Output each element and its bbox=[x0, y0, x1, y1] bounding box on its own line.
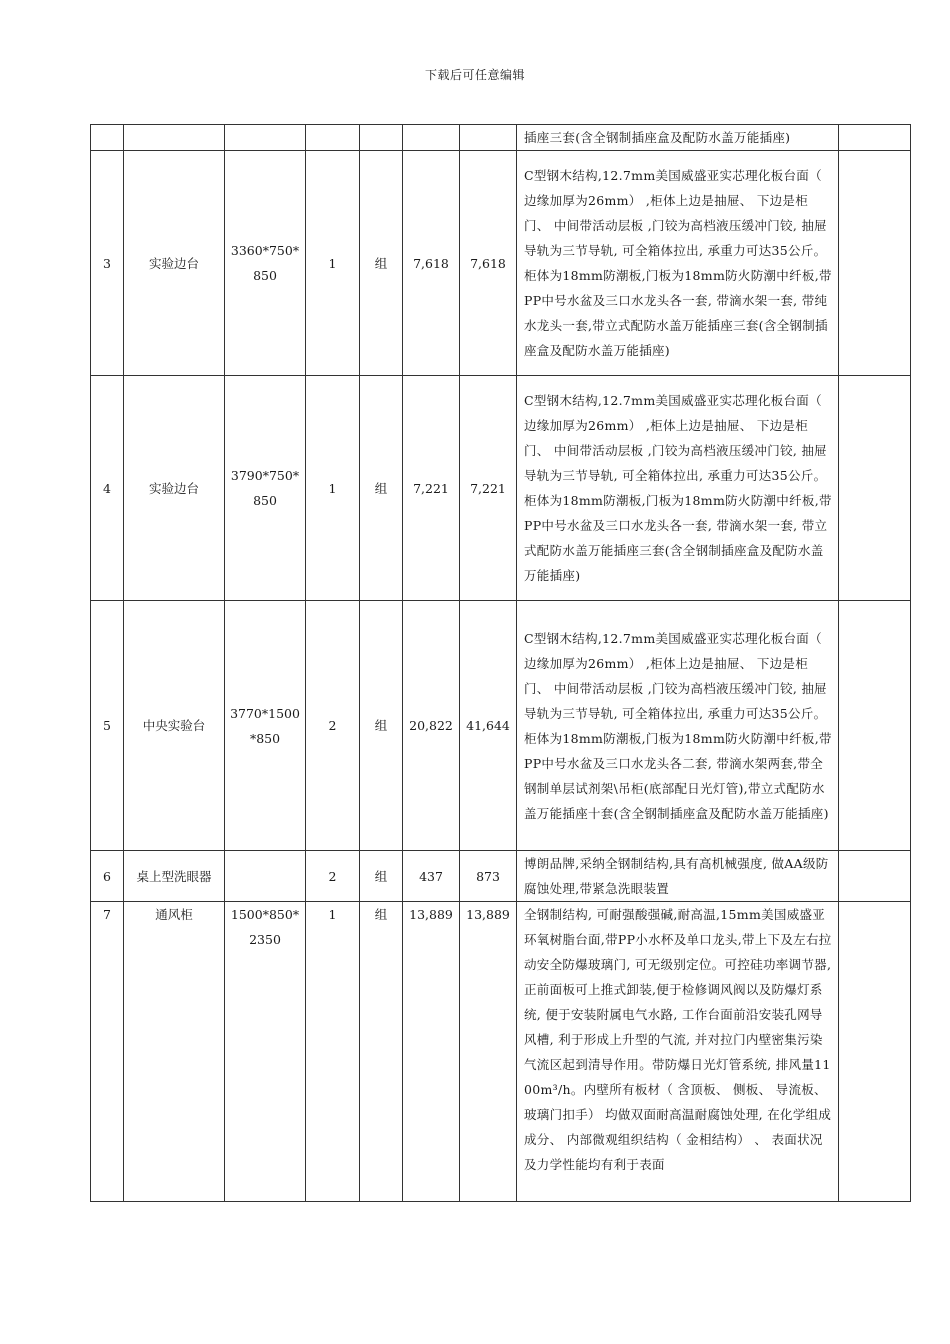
remark-cell bbox=[839, 151, 911, 376]
table-row bbox=[91, 125, 911, 151]
qty-cell: 2 bbox=[306, 601, 360, 851]
price-cell: 13,889 bbox=[403, 902, 460, 1202]
table-row bbox=[91, 902, 911, 1202]
desc-cell: 插座三套(含全钢制插座盒及配防水盖万能插座) bbox=[517, 125, 839, 151]
total-cell: 41,644 bbox=[460, 601, 517, 851]
desc-cell: C型钢木结构,12.7mm美国威盛亚实芯理化板台面（ 边缘加厚为26mm） ,柜体上边是抽屉、 下边是柜门、 中间带活动层板 ,门铰为高档液压缓冲门铰, 抽屉导轨为三节导轨, 可全箱体拉出, 承重力可达35公斤。柜体为18mm防潮板,门板为18mm防火防潮中纤板,带PP中号水盆及三口水龙头各一套, 带滴水架一套, 带纯水龙头一套,带立式配防水盖万能插座三套(含全钢制插座盒及配防水盖万能插座) bbox=[517, 151, 839, 376]
name-cell: 通风柜 bbox=[124, 902, 225, 1202]
remark-cell bbox=[839, 601, 911, 851]
spec-cell bbox=[225, 851, 306, 902]
unit-cell: 组 bbox=[360, 151, 403, 376]
desc-cell: C型钢木结构,12.7mm美国威盛亚实芯理化板台面（ 边缘加厚为26mm） ,柜体上边是抽屉、 下边是柜门、 中间带活动层板 ,门铰为高档液压缓冲门铰, 抽屉导轨为三节导轨, 可全箱体拉出, 承重力可达35公斤。柜体为18mm防潮板,门板为18mm防火防潮中纤板,带PP中号水盆及三口水龙头各二套, 带滴水架两套,带全钢制单层试剂架\吊柜(底部配日光灯管),带立式配防水盖万能插座十套(含全钢制插座盒及配防水盖万能插座) bbox=[517, 601, 839, 851]
qty-cell: 1 bbox=[306, 376, 360, 601]
no-cell: 5 bbox=[91, 601, 124, 851]
table-row bbox=[91, 601, 911, 851]
no-cell: 3 bbox=[91, 151, 124, 376]
unit-cell: 组 bbox=[360, 376, 403, 601]
total-cell: 873 bbox=[460, 851, 517, 902]
price-cell: 7,618 bbox=[403, 151, 460, 376]
unit-cell: 组 bbox=[360, 902, 403, 1202]
desc-cell: 全钢制结构, 可耐强酸强碱,耐高温,15mm美国威盛亚环氧树脂台面,带PP小水杯及单口龙头,带上下及左右拉动安全防爆玻璃门, 可无级别定位。可控硅功率调节器,正前面板可上推式卸装,便于检修调风阀以及防爆灯系统, 便于安装附属电气水路, 工作台面前沿安装孔网导风槽, 利于形成上升型的气流, 并对拉门内壁密集污染气流区起到清导作用。带防爆日光灯管系统, 排风量1100m³/h。内壁所有板材（ 含顶板、 侧板、 导流板、 玻璃门扣手） 均做双面耐高温耐腐蚀处理, 在化学组成成分、 内部微观组织结构（ 金相结构） 、 表面状况及力学性能均有利于表面 bbox=[517, 902, 839, 1202]
name-cell: 中央实验台 bbox=[124, 601, 225, 851]
no-cell: 7 bbox=[91, 902, 124, 1202]
table-row bbox=[91, 376, 911, 601]
no-cell: 6 bbox=[91, 851, 124, 902]
total-cell bbox=[460, 125, 517, 151]
name-cell: 桌上型洗眼器 bbox=[124, 851, 225, 902]
no-cell bbox=[91, 125, 124, 151]
table-row bbox=[91, 151, 911, 376]
equipment-table bbox=[90, 124, 911, 1202]
unit-cell bbox=[360, 125, 403, 151]
no-cell: 4 bbox=[91, 376, 124, 601]
qty-cell: 2 bbox=[306, 851, 360, 902]
qty-cell bbox=[306, 125, 360, 151]
qty-cell: 1 bbox=[306, 151, 360, 376]
total-cell: 13,889 bbox=[460, 902, 517, 1202]
spec-cell: 3770*1500*850 bbox=[225, 601, 306, 851]
desc-cell: C型钢木结构,12.7mm美国威盛亚实芯理化板台面（ 边缘加厚为26mm） ,柜体上边是抽屉、 下边是柜门、 中间带活动层板 ,门铰为高档液压缓冲门铰, 抽屉导轨为三节导轨, 可全箱体拉出, 承重力可达35公斤。柜体为18mm防潮板,门板为18mm防火防潮中纤板,带PP中号水盆及三口水龙头各一套, 带滴水架一套, 带立式配防水盖万能插座三套(含全钢制插座盒及配防水盖万能插座) bbox=[517, 376, 839, 601]
price-cell: 437 bbox=[403, 851, 460, 902]
name-cell: 实验边台 bbox=[124, 151, 225, 376]
qty-cell: 1 bbox=[306, 902, 360, 1202]
remark-cell bbox=[839, 902, 911, 1202]
price-cell bbox=[403, 125, 460, 151]
remark-cell bbox=[839, 376, 911, 601]
remark-cell bbox=[839, 851, 911, 902]
spec-cell: 3790*750*850 bbox=[225, 376, 306, 601]
desc-cell: 博朗品牌,采纳全钢制结构,具有高机械强度, 做AA级防腐蚀处理,带紧急洗眼装置 bbox=[517, 851, 839, 902]
name-cell bbox=[124, 125, 225, 151]
price-cell: 20,822 bbox=[403, 601, 460, 851]
remark-cell bbox=[839, 125, 911, 151]
name-cell: 实验边台 bbox=[124, 376, 225, 601]
total-cell: 7,618 bbox=[460, 151, 517, 376]
spec-cell: 3360*750*850 bbox=[225, 151, 306, 376]
table-row bbox=[91, 851, 911, 902]
price-cell: 7,221 bbox=[403, 376, 460, 601]
spec-cell bbox=[225, 125, 306, 151]
unit-cell: 组 bbox=[360, 851, 403, 902]
page-header: 下载后可任意编辑 bbox=[424, 68, 525, 82]
unit-cell: 组 bbox=[360, 601, 403, 851]
spec-cell: 1500*850*2350 bbox=[225, 902, 306, 1202]
total-cell: 7,221 bbox=[460, 376, 517, 601]
